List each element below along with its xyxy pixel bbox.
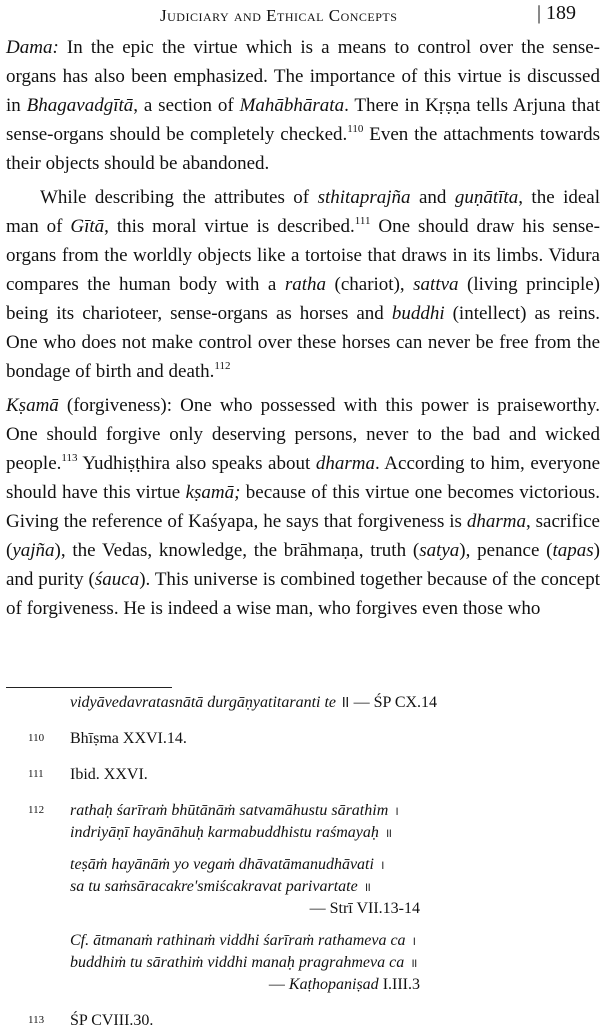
verse-line: buddhiṁ tu sārathiṁ viddhi manaḥ pragrahmeva ca ॥ xyxy=(70,954,418,971)
term-ksama: Kṣamā xyxy=(6,395,59,416)
footnote-number: 112 xyxy=(28,804,45,816)
footnote-112 xyxy=(6,800,600,996)
text: ). This universe is combined together because of the concept of forgiveness. He is indeed a wise man, who forgives even those who xyxy=(6,569,600,619)
footnote-111 xyxy=(6,764,600,786)
footnote-text: Bhīṣma XXVI.14. xyxy=(70,730,187,747)
footnote-number: 111 xyxy=(28,768,44,780)
text: , a section of xyxy=(133,95,240,116)
citation: ॥ — ŚP CX.14 xyxy=(340,694,438,711)
text: . According to him, everyone should have this virtue xyxy=(6,453,600,503)
text: While describing the attributes of xyxy=(40,187,318,208)
text: (intellect) as reins. One who does not make control over these horses can never be free from the bondage of birth and death. xyxy=(6,303,600,382)
page-header xyxy=(0,0,600,32)
term: śauca xyxy=(94,569,140,590)
text: . There in Kṛṣṇa tells Arjuna that sense-organs should be completely checked. xyxy=(6,95,600,145)
text: In the epic the virtue which is a means to control over the sense-organs has also been emphasized. The importance of this virtue is discussed in xyxy=(6,37,600,116)
citation: — Kaṭhopaniṣad I.III.3 xyxy=(268,976,420,993)
body-text xyxy=(6,33,600,623)
verse-line: Cf. ātmanaṁ rathinaṁ viddhi śarīraṁ rathameva ca । xyxy=(70,932,417,949)
term: buddhi xyxy=(391,303,445,324)
term: guṇātīta xyxy=(454,187,519,208)
text: ), penance ( xyxy=(459,540,553,561)
term: tapas xyxy=(552,540,594,561)
verse-line: rathaḥ śarīraṁ bhūtānāṁ satvamāhustu sārathim । xyxy=(70,802,399,819)
term: yajña xyxy=(12,540,55,561)
text: (forgiveness) xyxy=(58,395,167,416)
footnote-ref-111[interactable]: 111 xyxy=(354,215,371,227)
work-title: Mahābhārata xyxy=(239,95,345,116)
text: One should draw his sense-organs from the worldly objects like a tortoise that draws in its limbs. Vidura compares the human body with a xyxy=(6,216,600,295)
text: ), the Vedas, knowledge, the brāhmaṇa, truth ( xyxy=(54,540,420,561)
term: satya xyxy=(419,540,460,561)
footnote-number: 110 xyxy=(28,732,45,744)
term: ratha xyxy=(284,274,327,295)
text: Yudhiṣṭhira also speaks about xyxy=(77,453,316,474)
paragraph-dama xyxy=(6,33,600,178)
footnote-text: Ibid. XXVI. xyxy=(70,766,148,783)
footnote-text: ŚP CVIII.30. xyxy=(70,1012,154,1029)
text: because of this virtue one becomes victorious. Giving the reference of Kaśyapa, he says that forgiveness is xyxy=(6,482,600,532)
term: kṣamā; xyxy=(185,482,241,503)
footnote-number: 113 xyxy=(28,1014,45,1026)
text: ) and purity ( xyxy=(6,540,600,590)
footnote-113 xyxy=(6,1010,600,1032)
footnotes xyxy=(6,692,600,1032)
footnote-ref-110[interactable]: 110 xyxy=(347,123,364,135)
running-head: Judiciary and Ethical Concepts xyxy=(160,6,398,25)
verse-line: teṣāṁ hayānāṁ yo vegaṁ dhāvatāmanudhāvati । xyxy=(70,856,385,873)
footnote-ref-112[interactable]: 112 xyxy=(214,360,231,372)
text: , the ideal man of xyxy=(6,187,600,237)
term: sthitaprajña xyxy=(317,187,411,208)
term: dharma xyxy=(466,511,526,532)
footnote-divider xyxy=(6,687,172,688)
text: Even the attachments towards their objects should be abandoned. xyxy=(6,124,600,174)
term: dharma xyxy=(315,453,375,474)
footnote-ref-113[interactable]: 113 xyxy=(61,452,78,464)
paragraph-sthitaprajna xyxy=(6,183,600,386)
work-title: Bhagavadgītā xyxy=(26,95,134,116)
text: (living principle) being its charioteer, sense-organs as horses and xyxy=(6,274,600,324)
text: and xyxy=(410,187,455,208)
citation: — Strī VII.13-14 xyxy=(309,900,420,917)
verse-line: sa tu saṁsāracakre'smiścakravat parivartate ॥ xyxy=(70,878,371,895)
verse-line: indriyāṇī hayānāhuḥ karmabuddhistu raśmayaḥ ॥ xyxy=(70,824,393,841)
text: , this moral virtue is described. xyxy=(104,216,355,237)
paragraph-ksama xyxy=(6,391,600,623)
text: , sacrifice ( xyxy=(6,511,600,561)
verse-line: vidyāvedavratasnātā durgāṇyatitaranti te xyxy=(70,694,337,711)
term-dama: Dama: xyxy=(6,37,59,58)
page-number: | 189 xyxy=(537,2,577,24)
footnote-continued xyxy=(6,692,600,714)
text: (chariot), xyxy=(326,274,414,295)
work-title: Gītā xyxy=(70,216,105,237)
term: sattva xyxy=(413,274,459,295)
footnote-110 xyxy=(6,728,600,750)
text: : One who possessed with this power is praiseworthy. One should forgive only deserving persons, never to the bad and wicked people. xyxy=(6,395,600,474)
